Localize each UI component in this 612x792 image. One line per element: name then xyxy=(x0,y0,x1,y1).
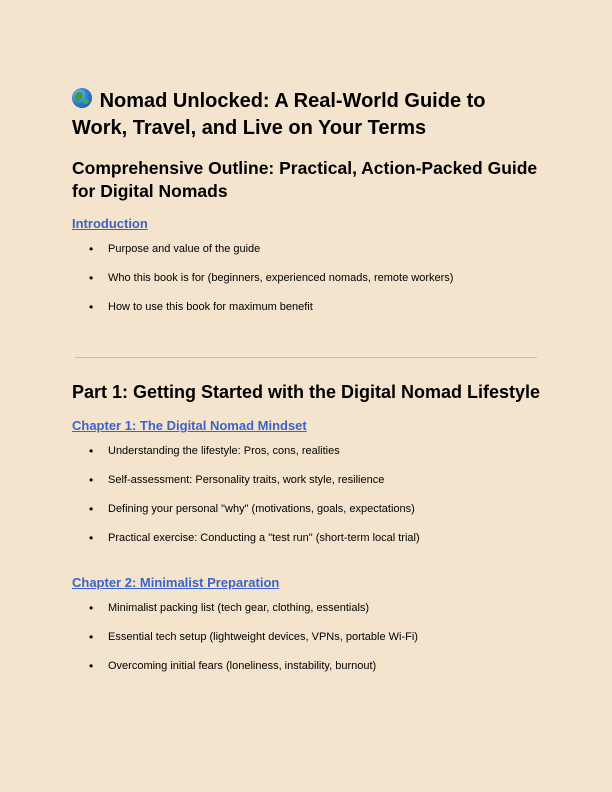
part1-section xyxy=(72,381,542,688)
list-item: • Understanding the lifestyle: Pros, cons, realities xyxy=(72,444,542,458)
chapter2-list xyxy=(72,601,542,673)
list-item: • Defining your personal "why" (motivations, goals, expectations) xyxy=(72,502,542,516)
document-title xyxy=(72,88,542,142)
document-page xyxy=(72,88,542,329)
title-text: Nomad Unlocked: A Real-World Guide to Work, Travel, and Live on Your Terms xyxy=(72,90,486,139)
list-item: • Self-assessment: Personality traits, work style, resilience xyxy=(72,473,542,487)
globe-icon xyxy=(72,88,92,108)
list-item: • Essential tech setup (lightweight devices, VPNs, portable Wi-Fi) xyxy=(72,630,542,644)
chapter1-list xyxy=(72,444,542,545)
list-item: • Who this book is for (beginners, experienced nomads, remote workers) xyxy=(72,271,542,285)
introduction-list xyxy=(72,242,542,314)
list-item: • Practical exercise: Conducting a "test run" (short-term local trial) xyxy=(72,531,542,545)
introduction-link[interactable]: Introduction xyxy=(72,216,148,231)
document-subtitle: Comprehensive Outline: Practical, Action-Packed Guide for Digital Nomads xyxy=(72,158,538,201)
list-item: • How to use this book for maximum benefit xyxy=(72,300,542,314)
list-item: • Overcoming initial fears (loneliness, instability, burnout) xyxy=(72,659,542,673)
list-item: • Purpose and value of the guide xyxy=(72,242,542,256)
part1-heading: Part 1: Getting Started with the Digital Nomad Lifestyle xyxy=(72,382,541,402)
chapter1-link[interactable]: Chapter 1: The Digital Nomad Mindset xyxy=(72,418,307,433)
horizontal-divider xyxy=(75,357,537,358)
list-item: • Minimalist packing list (tech gear, clothing, essentials) xyxy=(72,601,542,615)
chapter2-link[interactable]: Chapter 2: Minimalist Preparation xyxy=(72,575,280,590)
